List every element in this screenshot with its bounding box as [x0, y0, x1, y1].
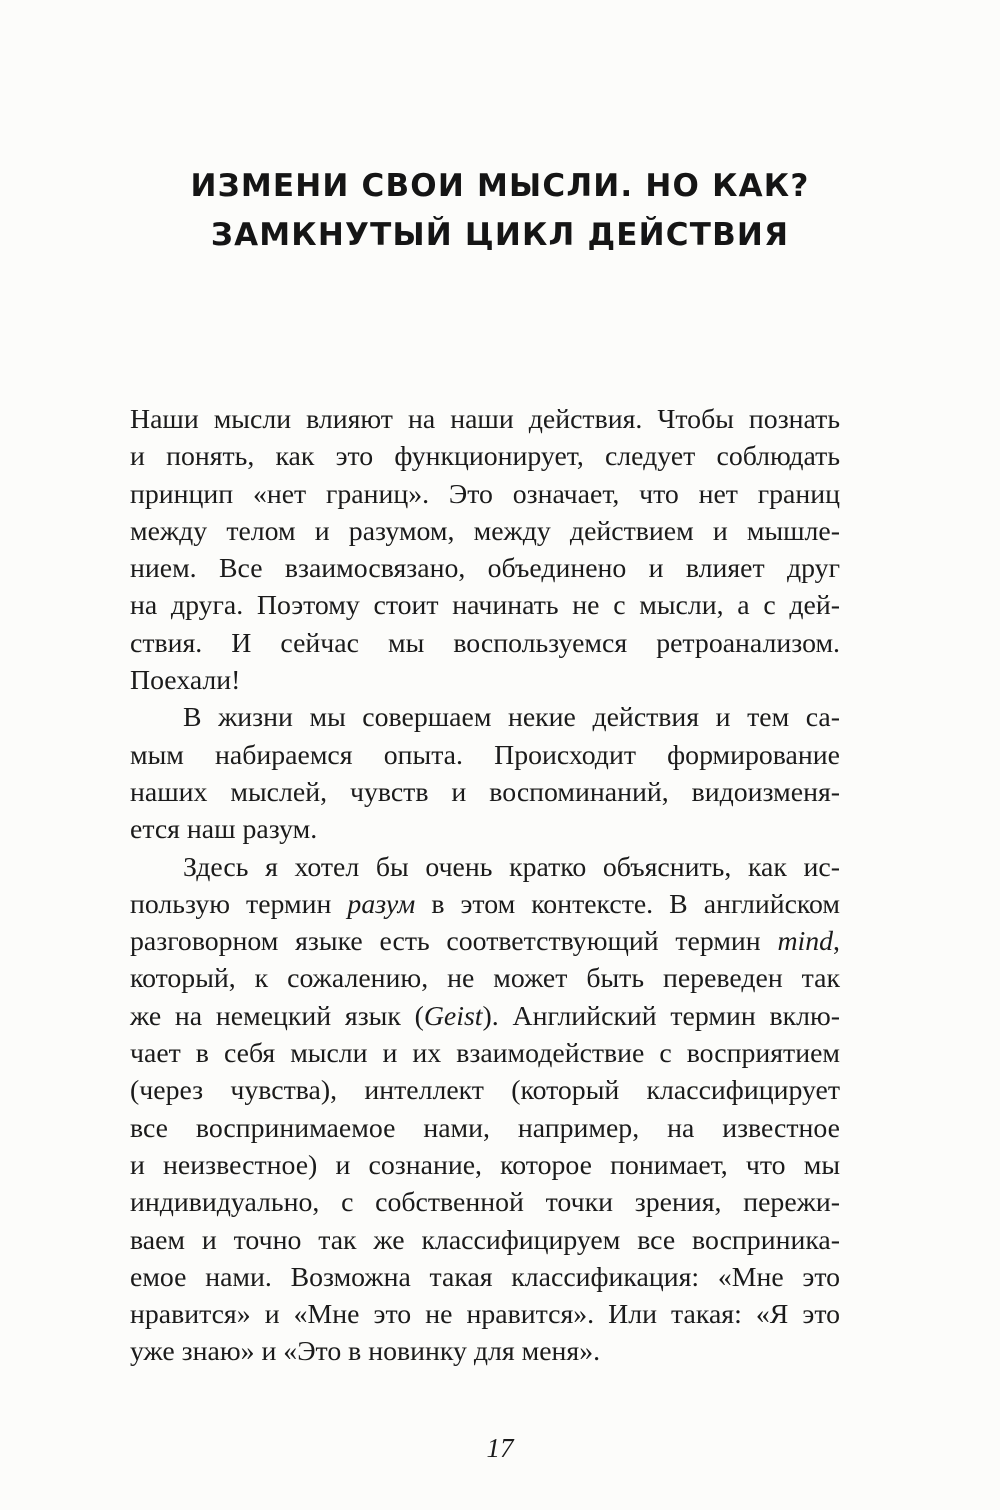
text-line: мым набираемся опыта. Происходит формирование — [130, 739, 840, 771]
text-line: ется наш разум. — [130, 814, 318, 846]
paragraph-2 — [130, 699, 840, 848]
text-line: все воспринимаемое нами, например, на известное — [130, 1112, 840, 1144]
italic-term-geist: Geist — [423, 1000, 483, 1032]
text-line: уже знаю» и «Это в новинку для меня». — [130, 1336, 601, 1368]
text-line: Поехали! — [130, 665, 241, 697]
paragraph-1 — [130, 401, 840, 699]
chapter-title — [0, 162, 1000, 260]
text-line: разговорном языке есть соответствующий термин mind, — [130, 926, 840, 958]
text-line: Здесь я хотел бы очень кратко объяснить, как ис- — [183, 851, 840, 883]
text-fragment: же на немецкий язык ( — [130, 1000, 424, 1032]
text-fragment: в этом контексте. В английском — [431, 888, 840, 920]
text-line: индивидуально, с собственной точки зрения, пережи- — [130, 1187, 840, 1219]
body-text — [130, 401, 840, 1371]
text-line: ствия. И сейчас мы воспользуемся ретроанализом. — [130, 627, 840, 659]
page-number: 17 — [486, 1433, 514, 1463]
paragraph-3 — [130, 849, 840, 1371]
text-line: принцип «нет границ». Это означает, что нет границ — [130, 478, 840, 510]
text-line: ваем и точно так же классифицируем все восприника- — [130, 1224, 840, 1256]
text-fragment: ). Английский термин вклю- — [482, 1000, 840, 1032]
text-fragment: разговорном языке есть соответствующий термин — [130, 926, 761, 958]
text-line: В жизни мы совершаем некие действия и тем са- — [183, 702, 840, 734]
chapter-title-line-2: ЗАМКНУТЫЙ ЦИКЛ ДЕЙСТВИЯ — [210, 217, 790, 253]
text-line: наших мыслей, чувств и воспоминаний, видоизменя- — [130, 776, 840, 808]
text-line: (через чувства), интеллект (который классифицирует — [130, 1075, 840, 1107]
chapter-title-line-1: ИЗМЕНИ СВОИ МЫСЛИ. НО КАК? — [190, 168, 810, 204]
italic-term-razum: разум — [347, 888, 416, 920]
text-line: чает в себя мысли и их взаимодействие с восприятием — [130, 1038, 840, 1070]
text-line: емое нами. Возможна такая классификация: «Мне это — [130, 1261, 840, 1293]
text-line: Наши мысли влияют на наши действия. Чтобы познать — [130, 404, 840, 435]
text-line — [130, 998, 840, 1035]
text-line: на друга. Поэтому стоит начинать не с мысли, а с дей- — [130, 590, 840, 622]
text-fragment: пользую термин — [130, 888, 332, 920]
text-line: между телом и разумом, между действием и мышле- — [130, 515, 840, 547]
text-line: нием. Все взаимосвязано, объединено и влияет друг — [130, 553, 840, 585]
text-line: и неизвестное) и сознание, которое понимает, что мы — [130, 1149, 840, 1181]
text-line — [130, 886, 840, 923]
text-line: и понять, как это функционирует, следует соблюдать — [130, 441, 840, 473]
italic-term-mind: mind — [777, 926, 834, 958]
text-line: нравится» и «Мне это не нравится». Или такая: «Я это — [130, 1299, 840, 1331]
text-line: который, к сожалению, не может быть переведен так — [130, 963, 840, 995]
